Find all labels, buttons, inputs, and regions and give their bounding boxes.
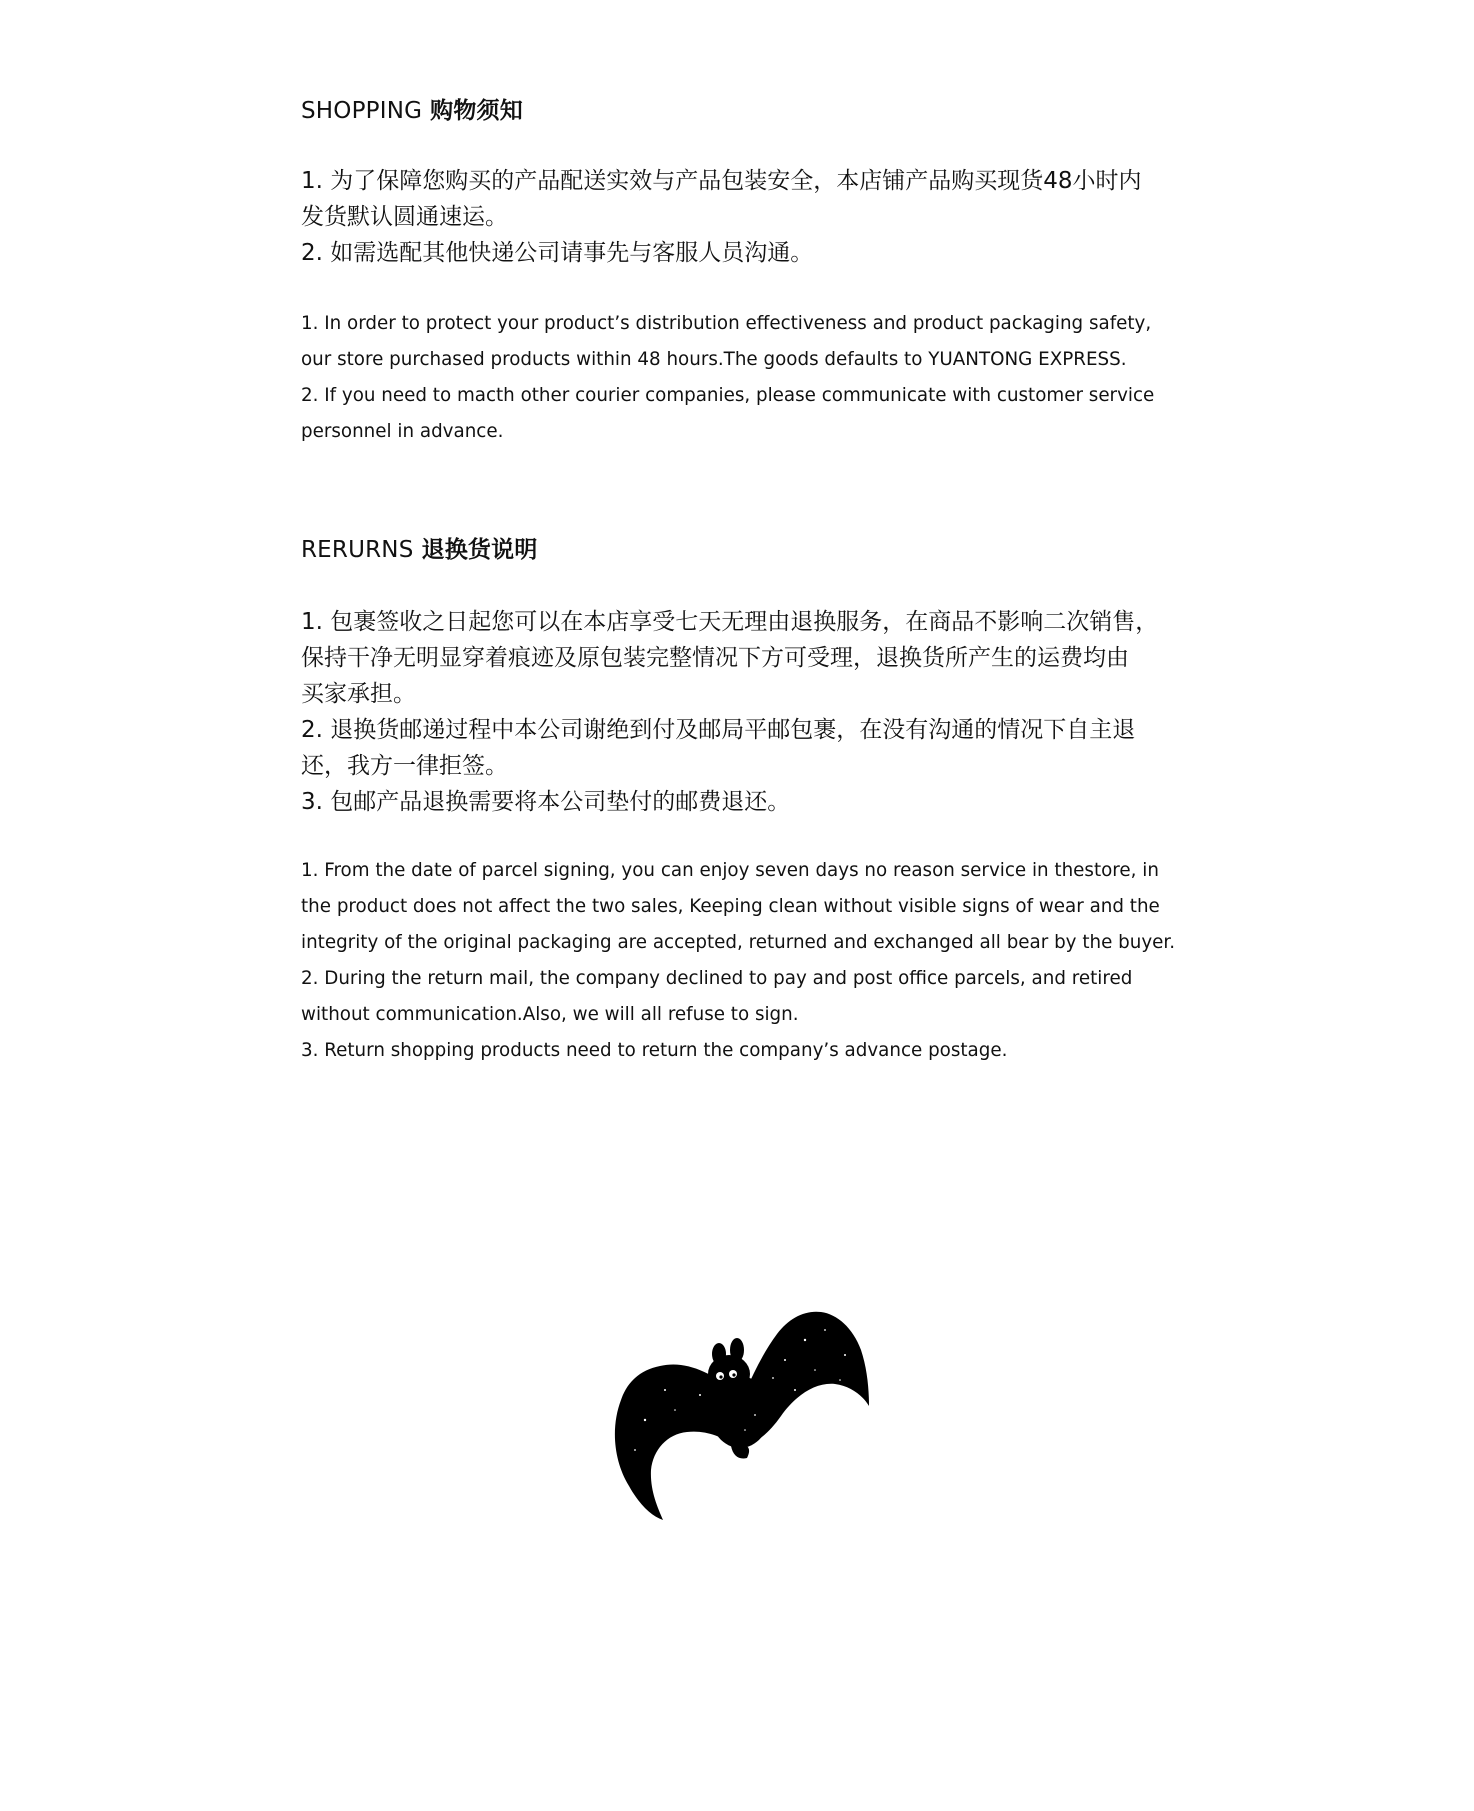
returns-cn-line: 保持干净无明显穿着痕迹及原包装完整情况下方可受理，退换货所产生的运费均由: [301, 645, 1129, 671]
returns-title: [301, 534, 538, 566]
shopping-en-line: 1. In order to protect your product’s distribution effectiveness and product packaging safety,: [301, 313, 1152, 334]
shopping-en-line: 2. If you need to macth other courier companies, please communicate with customer service: [301, 385, 1155, 406]
returns-title-cn: 退换货说明: [421, 537, 538, 563]
returns-en-line: 2. During the return mail, the company declined to pay and post office parcels, and retired: [301, 968, 1133, 989]
returns-en-line: integrity of the original packaging are accepted, returned and exchanged all bear by the buyer.: [301, 932, 1176, 953]
returns-notes-cn: [301, 604, 1181, 820]
returns-en-line: the product does not affect the two sales, Keeping clean without visible signs of wear and the: [301, 896, 1160, 917]
returns-title-en: RERURNS: [301, 537, 414, 563]
shopping-en-line: personnel in advance.: [301, 421, 504, 442]
shopping-cn-line: 发货默认圆通速运。: [301, 204, 508, 230]
returns-cn-line: 买家承担。: [301, 681, 416, 707]
shopping-notes-en: [301, 306, 1181, 450]
shopping-notes-cn: [301, 163, 1181, 271]
bat-icon: [605, 1300, 870, 1525]
returns-cn-line: 3. 包邮产品退换需要将本公司垫付的邮费退还。: [301, 789, 791, 815]
shopping-title: [301, 95, 523, 127]
shopping-cn-line: 1. 为了保障您购买的产品配送实效与产品包装安全，本店铺产品购买现货48小时内: [301, 168, 1142, 194]
returns-en-line: without communication.Also, we will all refuse to sign.: [301, 1004, 799, 1025]
returns-notes-en: [301, 853, 1181, 1069]
returns-en-line: 1. From the date of parcel signing, you can enjoy seven days no reason service in thestore, in: [301, 860, 1159, 881]
returns-cn-line: 2. 退换货邮递过程中本公司谢绝到付及邮局平邮包裹，在没有沟通的情况下自主退: [301, 717, 1136, 743]
shopping-title-en: SHOPPING: [301, 98, 423, 124]
shopping-title-cn: 购物须知: [430, 98, 523, 124]
returns-cn-line: 还，我方一律拒签。: [301, 753, 508, 779]
shopping-cn-line: 2. 如需选配其他快递公司请事先与客服人员沟通。: [301, 240, 814, 266]
returns-en-line: 3. Return shopping products need to return the company’s advance postage.: [301, 1040, 1008, 1061]
returns-cn-line: 1. 包裹签收之日起您可以在本店享受七天无理由退换服务，在商品不影响二次销售，: [301, 609, 1159, 635]
shopping-en-line: our store purchased products within 48 hours.The goods defaults to YUANTONG EXPRESS.: [301, 349, 1127, 370]
